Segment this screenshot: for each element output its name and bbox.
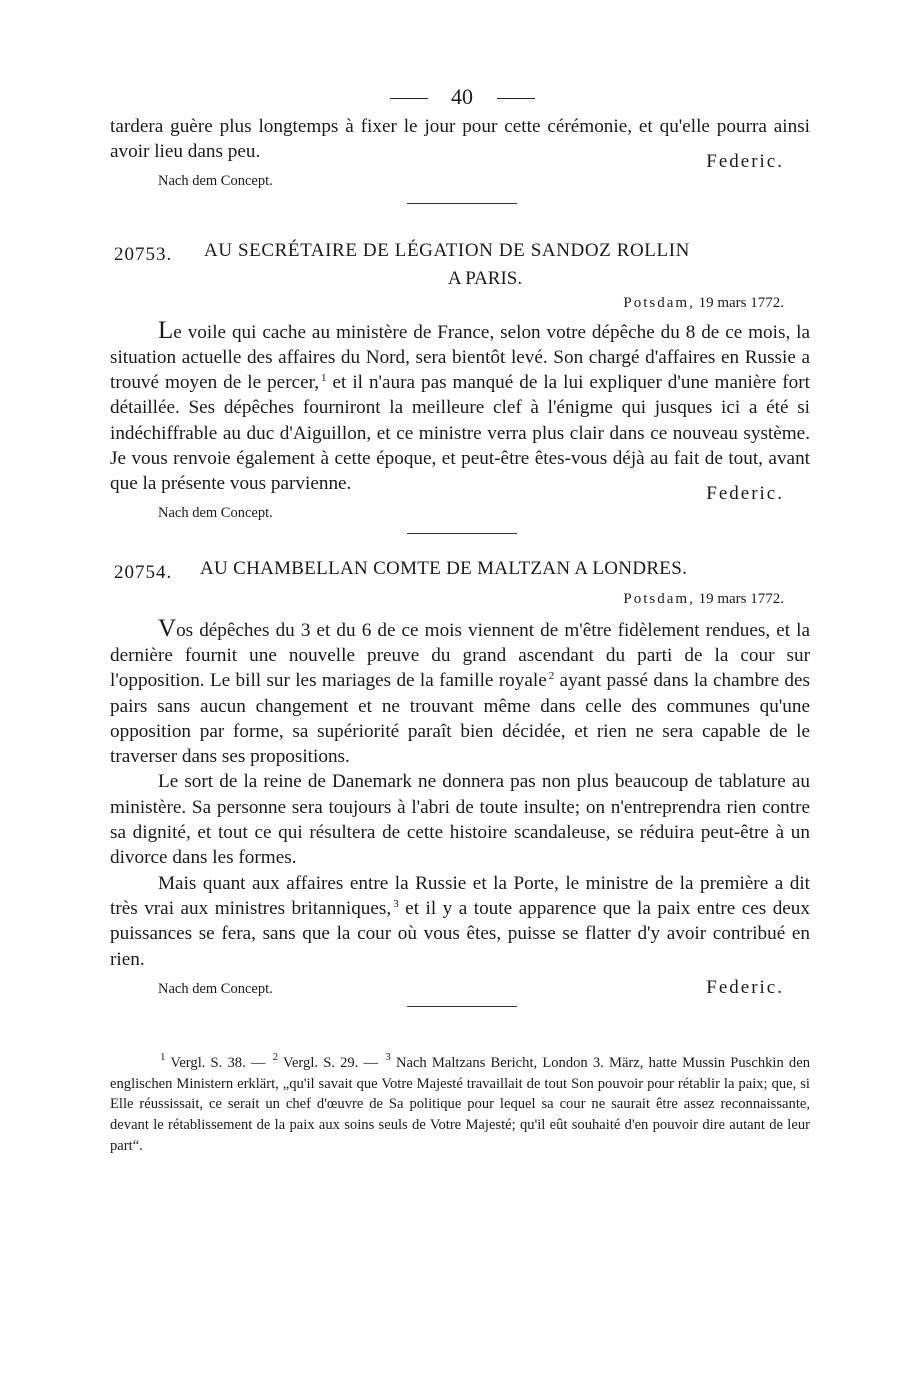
letter-closing	[110, 976, 810, 1004]
entry-heading	[110, 558, 810, 586]
letter-paragraph	[110, 616, 810, 770]
entry-title: AU SECRÉTAIRE DE LÉGATION DE SANDOZ ROLLIN	[204, 239, 690, 261]
source-note: Nach dem Concept.	[158, 980, 273, 997]
section-divider	[407, 1006, 517, 1007]
signature: Federic.	[706, 976, 784, 998]
footnote-marker: 2	[272, 1050, 279, 1063]
footnote-2: Vergl. S. 29. —	[278, 1054, 384, 1071]
carryover-paragraph: tardera guère plus longtemps à fixer le jour pour cette cérémonie, et qu'elle pourra ainsi avoir lieu dans peu.	[110, 116, 810, 163]
footnote-1: Vergl. S. 38. —	[165, 1054, 271, 1071]
entry-title: AU CHAMBELLAN COMTE DE MALTZAN A LONDRES.	[200, 557, 688, 579]
footnote-ref: 1	[321, 372, 327, 385]
page-number: 40	[451, 84, 473, 109]
footnote-text	[110, 1050, 810, 1157]
paragraph-text: et il y a toute apparence que la paix entre ces deux puissances se fera, sans que la cour où vous êtes, puisse se flatter d'y avoir contribué en rien.	[110, 897, 810, 970]
signature: Federic.	[706, 482, 784, 504]
footnote-3: Nach Maltzans Bericht, London 3. März, hatte Mussin Puschkin den englischen Ministern erklärt, „qu'il savait que Votre Majesté travaillait de tout Son pouvoir pour rétablir la paix; que, si Elle réussissait, ce serait un chef d'œuvre de Sa politique pour lequel sa cour ne saurait être assez reconnaissante, devant le rétablissement de la paix aux soins seuls de Votre Majesté; qu'il eût souhaité d'en pouvoir dire autant de leur part“.	[110, 1054, 810, 1155]
book-page	[110, 80, 810, 1157]
paragraph-text: os dépêches du 3 et du 6 de ce mois viennent de m'être fidèlement rendues, et la dernière fournit une nouvelle preuve du grand ascendant du parti de la cour sur l'opposition. Le bill sur les mariages de la famille royale	[110, 619, 810, 692]
dateline-place: Potsdam,	[623, 590, 695, 607]
footnote-marker: 3	[385, 1050, 391, 1063]
dateline-date: 19 mars 1772.	[698, 294, 784, 311]
letter-paragraph	[110, 318, 810, 497]
page-header	[110, 80, 810, 114]
footnotes	[110, 1050, 810, 1157]
letter-paragraph: Le sort de la reine de Danemark ne donnera pas non plus beaucoup de tablature au ministère. Sa personne sera toujours à l'abri de toute insulte; on n'entreprendra rien contre sa dignité, et tout ce qui résultera de cette histoire scandaleuse, se réduira peut-être à un divorce dans les formes.	[110, 771, 810, 869]
entry-number: 20753.	[114, 243, 173, 265]
signature: Federic.	[706, 150, 784, 172]
paragraph-text: e voile qui cache au ministère de France, selon votre dépêche du 8 de ce mois, la situation actuelle des affaires du Nord, sera bientôt levé. Son chargé d'affaires en Russie a trouvé moyen de le percer,	[110, 321, 810, 394]
dateline-place: Potsdam,	[623, 294, 695, 311]
footnote-marker: 1	[160, 1050, 166, 1063]
paragraph-text: ayant passé dans la chambre des pairs sans aucun changement et ne trouvant même dans celle des communes qu'une opposition par forme, sa supériorité paraît bien décidée, et rien ne sera capable de le traverser dans ses propositions.	[110, 670, 810, 768]
paragraph-text: et il n'aura pas manqué de la lui expliquer d'une manière fort détaillée. Ses dépêches fourniront la meilleure clef à l'énigme qui jusques ici a été si indéchiffrable au duc d'Aiguillon, et ce ministre verra plus clair dans ce nouveau système. Je vous renvoie également à cette époque, et peut-être êtes-vous déjà au fait de tout, avant que la présente vous parvienne.	[110, 372, 810, 495]
dateline	[110, 586, 810, 612]
footnote-ref: 2	[548, 670, 555, 683]
dateline-date: 19 mars 1772.	[698, 590, 784, 607]
footnote-ref: 3	[393, 897, 399, 910]
entry-number: 20754.	[114, 561, 173, 583]
header-rule-left	[390, 98, 428, 99]
dateline	[110, 290, 810, 316]
paragraph-text: Mais quant aux affaires entre la Russie et la Porte, le ministre de la première a dit très vrai aux ministres britanniques,	[110, 872, 810, 919]
entry-heading	[110, 240, 810, 268]
letter-paragraph	[110, 871, 810, 972]
letter-closing	[110, 482, 810, 525]
initial-letter: V	[158, 614, 177, 642]
source-note: Nach dem Concept.	[158, 504, 273, 521]
initial-letter: L	[158, 316, 174, 344]
source-note: Nach dem Concept.	[158, 172, 273, 189]
carryover-closing	[110, 150, 810, 193]
entry-title-continued: A PARIS.	[447, 267, 523, 289]
header-rule-right	[497, 98, 535, 99]
